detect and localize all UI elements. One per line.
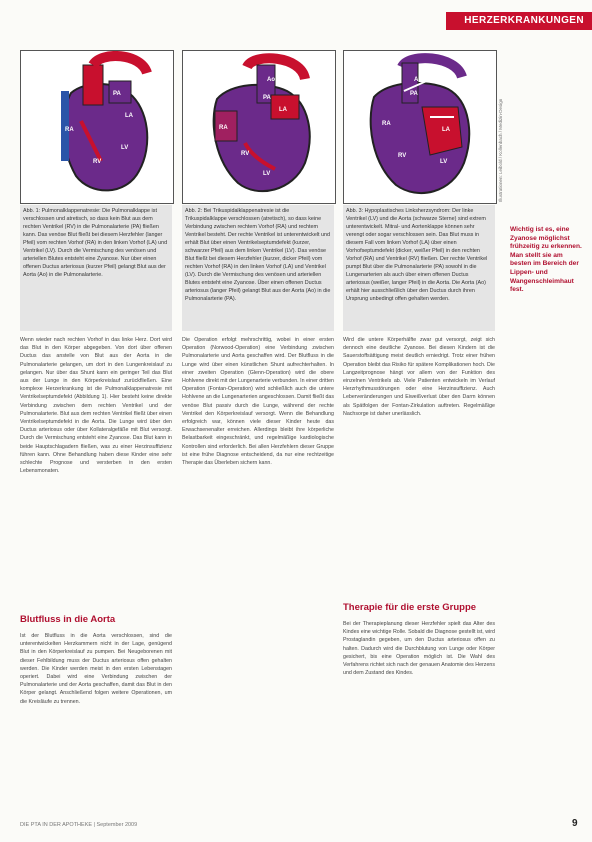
column-2-text: Die Operation erfolgt mehrschrittig, wobei in einer ersten Operation (Norwood-Operation) eine Verbindung zwischen Pulmonalarterie und Aorta geschaffen wird. Der Blutfluss in die Lunge wird über einen künstlichen Shunt aufrechterhalten. In einer zweiten Operation (Glenn-Operation) wird die obere Hohlvene direkt mit der Lungenarterie verbunden. In einer dritten Operation (Fontan-Operation) wird schließlich auch die untere Hohlvene an die Lungenarterien angeschlossen. Damit fließt das venöse Blut passiv durch die Lunge, während der rechte Ventrikel den Körperkreislauf versorgt. Wenn die Behandlung erfolgreich war, können viele dieser Kinder heute das Erwachsenenalter erreichen. Allerdings bleibt ihre körperliche Belastbarkeit eingeschränkt, und regelmäßige kardiologische Kontrollen sind erforderlich. Bei allen Herzfehlern dieser Gruppe ist eine frühe Diagnose entscheidend, da nur eine rechtzeitige Therapie das Überleben sichern kann. [182,337,334,467]
heading-blutfluss: Blutfluss in die Aorta [20,614,116,625]
column-3-intro: Wird die untere Körperhälfte zwar gut versorgt, zeigt sich dennoch eine deutliche Zyanose. Bei diesen Kindern ist die Sauerstoffsättigung meist deutlich erniedrigt. Trotz einer frühen Operation bleibt das Risiko für spätere Komplikationen hoch. Die Langzeitprognose hängt vor allem von der Funktion des einzelnen Ventrikels ab. Viele Patienten entwickeln im Verlauf Herzrhythmusstörungen oder eine Herzinsuffizienz. Auch Leberveränderungen und Eiweißverlust über den Darm können als Spätfolgen der Fontan-Zirkulation auftreten. Regelmäßige Nachsorge ist daher unerlässlich. [343,337,495,417]
figure-1 [20,50,174,204]
column-3-continued: Bei der Therapieplanung dieser Herzfehler spielt das Alter des Kindes eine wichtige Rolle. Sobald die Diagnose gestellt ist, wird Prostaglandin gegeben, um den Ductus arteriosus offen zu halten. Dadurch wird die Durchblutung von Lunge oder Körper gesichert, bis eine Operation möglich ist. Die Wahl des Verfahrens richtet sich nach der genauen Anatomie des Herzens und dem Zustand des Kindes. [343,621,495,677]
figure-2 [182,50,336,204]
heading-therapie: Therapie für die erste Gruppe [343,602,477,613]
label-lv: LV [263,171,271,177]
label-ao: Ao [414,77,422,83]
label-ra: RA [382,121,391,127]
label-pa: PA [113,91,121,97]
label-pa: PA [410,91,418,97]
caption-figure-3: Abb. 3: Hypoplastisches Linksherzsyndrom: Der linke Ventrikel (LV) und die Aorta (schwarze Sterne) sind extrem unterentwickelt. Mitral- und Aortenklappe können sehr verengt oder sogar verschlossen sein. Das Blut muss in diesem Fall vom linken Vorhof (LA) über einen Vorhofseptumdefekt (dicker, weißer Pfeil) in den rechten Vorhof (RA) und Ventrikel (RV) fließen. Der rechte Ventrikel pumpt Blut über die Pulmonalarterie (PA) sowohl in die Lungenarterien als auch über einen offenen Ductus arteriosus (weißer, langer Pfeil) in die Aorta. Die Aorta (Ao) erhält hier ausschließlich über den Ductus durch ihren Ursprung unbedingt offen gehalten werden. [343,205,495,331]
label-la: LA [442,127,450,133]
label-lv: LV [440,159,448,165]
label-rv: RV [241,151,250,157]
footer-text: DIE PTA IN DER APOTHEKE | September 2009 [20,822,138,828]
page-number: 9 [572,818,578,829]
label-pa: PA [263,95,271,101]
label-rv: RV [93,159,102,165]
caption-figure-1: Abb. 1: Pulmonalklappenatresie: Die Pulmonalklappe ist verschlossen und atretisch, so dass kein Blut aus dem rechten Ventrikel (RV) in die Pulmonalarterie (PA) fließen kann. Das venöse Blut fließt bei diesem Herzfehler (langer Pfeil) vom rechten Vorhof (RA) in den linken Vorhof (LA) und Ventrikel (LV). Durch die Vermischung des venösen und arteriellen Blutes entsteht eine Zyanose. Nur über einen offenen Ductus arteriosus (kurzer Pfeil) gelangt Blut aus der Aorta (Ao) in die Pulmonalarterie. [20,205,172,331]
label-ao: Ao [121,73,129,79]
figure-3 [343,50,497,204]
section-title: HERZERKRANKUNGEN [464,15,584,26]
label-lv: LV [121,145,129,151]
label-ao: Ao [267,77,275,83]
heart-illustration-2 [183,51,335,203]
image-credit: Illustrationen: Leibold / Kollenbach / Medizin-Design [498,98,503,202]
heart-illustration-1 [21,51,173,203]
section-header [446,12,592,30]
column-1-intro: Wenn wieder nach rechten Vorhof in das linke Herz. Dort wird das Blut in den Körper abgegeben. Von dort über offenen Ductus das anstelle von Blut aus der Aorta in die Pulmonalarterie gelangen, um dort in den Lungenkreislauf zu gelangen. Nur über das Shunt kann ein geringer Teil das Blut aus der Lunge in den Körperkreislauf zurückfließen. Eine komplexe Herzerkrankung ist die Pulmonalklappenatresie mit Ventrikelseptumdefekt (Abbildung 1). Hier besteht keine direkte Verbindung zwischen dem rechten Ventrikel und der Pulmonalarterie. Blut aus dem rechten Ventrikel fließt über einen Ventrikelseptumdefekt in die Aorta. Die Lunge wird über den Ductus arteriosus oder über Kollateralgefäße mit Blut versorgt. Durch die Vermischung entsteht eine Zyanose. Das Blut kann in beide Hauptschlagadern fließen, was zu einer Herzinsuffizienz führen kann. Ohne Behandlung haben diese Kinder eine sehr schlechte Prognose und versterben in den ersten Lebensmonaten. [20,337,172,475]
label-la: LA [125,113,133,119]
column-1-continued: Ist der Blutfluss in die Aorta verschlossen, sind die unterentwickelten Herzkammern nicht in der Lage, genügend Blut in den Körperkreislauf zu pumpen. Bei Neugeborenen mit dieser Fehlbildung muss der Ductus arteriosus offen gehalten werden. Die Kinder werden meist in den ersten Lebenstagen operiert. Dabei wird eine Verbindung zwischen der Pulmonalarterie und der Aorta geschaffen, damit das Blut in den Körper gelangt. Anschließend folgen weitere Operationen, um die Kreisläufe zu trennen. [20,633,172,705]
heart-illustration-3 [344,51,496,203]
label-rv: RV [398,153,407,159]
label-ra: RA [65,127,74,133]
label-ra: RA [219,125,228,131]
label-la: LA [279,107,287,113]
sidebar-note: Wichtig ist es, eine Zyanose möglichst frühzeitig zu erkennen. Man stellt sie am besten im Bereich der Lippen- und Wangenschleimhaut fest. [510,226,582,294]
caption-figure-2: Abb. 2: Bei Trikuspidalklappenatresie ist die Trikuspidalklappe verschlossen (atretisch), so dass keine Verbindung zwischen rechtem Vorhof (RA) und rechtem Ventrikel besteht. Der rechte Ventrikel ist unterentwickelt und erhält Blut über einen Ventrikelseptumdefekt (kurzer, schwarzer Pfeil) aus dem linken Ventrikel (LV). Das venöse Blut fließt bei diesem Herzfehler (kurzer, dicker Pfeil) vom rechten Vorhof (RA) in den linken Vorhof (LA) und Ventrikel (LV). Durch die Vermischung des venösen und arteriellen Blutes entsteht eine Zyanose. Über einen offenen Ductus arteriosus (langer Pfeil) gelangt Blut aus der Aorta (Ao) in die Pulmonalarterie (PA). [182,205,334,331]
